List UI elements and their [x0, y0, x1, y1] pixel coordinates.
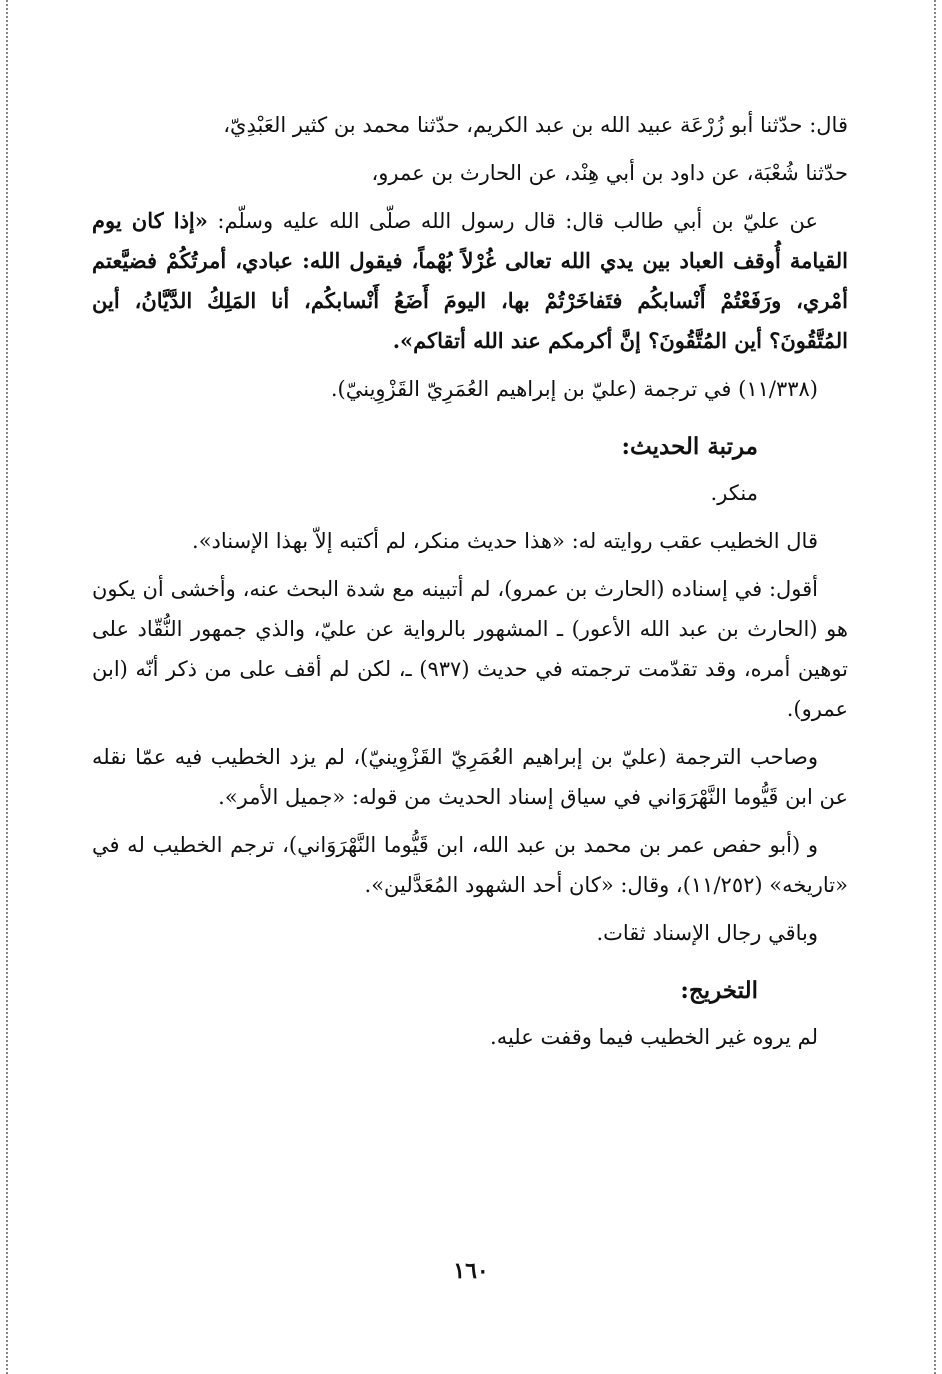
page-body: [92, 105, 848, 1065]
khatib-comment: قال الخطيب عقب روايته له: «هذا حديث منكر، لم أكتبه إلاّ بهذا الإسناد».: [192, 529, 818, 553]
grade-value: منكر.: [710, 481, 758, 505]
page-edge-left: [6, 0, 10, 1374]
isnad-line-1: قال: حدّثنا أبو زُرْعَة عبيد الله بن عبد الكريم، حدّثنا محمد بن كثير العَبْدِيّ،: [223, 113, 848, 137]
abu-hafs-paragraph: و (أبو حفص عمر بن محمد بن عبد الله، ابن قَيُّوما النَّهْرَوَاني)، ترجم الخطيب له في «تاريخه» (١١/٢٥٢)، وقال: «كان أحد الشهود المُعَدَّلين».: [92, 833, 848, 897]
page-edge-right: [934, 0, 938, 1374]
takhrij-text: لم يروه غير الخطيب فيما وقفت عليه.: [490, 1025, 818, 1049]
takhrij-heading: التخريج:: [680, 977, 758, 1004]
grade-heading: مرتبة الحديث:: [621, 433, 758, 460]
source-reference: (١١/٣٣٨) في ترجمة (عليّ بن إبراهيم العُمَرِيّ القَزْوِينيّ).: [330, 377, 818, 401]
hadith-paragraph: [92, 201, 848, 361]
hadith-intro: عن عليّ بن أبي طالب قال: قال رسول الله صلّى الله عليه وسلّم:: [217, 209, 819, 233]
isnad-line-2: حدّثنا شُعْبَة، عن داود بن أبي هِنْد، عن الحارث بن عمرو،: [371, 161, 848, 185]
hadith-text: «إذا كان يوم القيامة أُوقف العباد بين يدي الله تعالى غُرْلاً بُهْماً، فيقول الله: عبادي، أمرتُكُمْ فضيَّعتم أمْري، ورَفَعْتُمْ أَنْسابكُم فتَفاخَرْتُمْ بها، اليومَ أَضَعُ أَنْسابكُم، أنا المَلِكُ الدَّيَّانُ، أين المُتَّقُونَ؟ أين المُتَّقُونَ؟ إنَّ أكرمكم عند الله أتقاكم».: [92, 208, 848, 353]
sahib-paragraph: وصاحب الترجمة (عليّ بن إبراهيم العُمَرِيّ القَزْوِينيّ)، لم يزد الخطيب فيه عمّا نقله عن ابن قَيُّوما النَّهْرَوَاني في سياق إسناد الحديث من قوله: «جميل الأمر».: [92, 745, 848, 809]
page-number: ١٦٠: [453, 1258, 489, 1284]
baqi-paragraph: وباقي رجال الإسناد ثقات.: [596, 921, 818, 945]
aqool-paragraph: أقول: في إسناده (الحارث بن عمرو)، لم أتبينه مع شدة البحث عنه، وأخشى أن يكون هو (الحارث بن عبد الله الأعور) ـ المشهور بالرواية عن عليّ، والذي جمهور النُّقّاد على توهين أمره، وقد تقدّمت ترجمته في حديث (٩٣٧) ـ، لكن لم أقف على من ذكر أنّه (ابن عمرو).: [92, 577, 849, 721]
